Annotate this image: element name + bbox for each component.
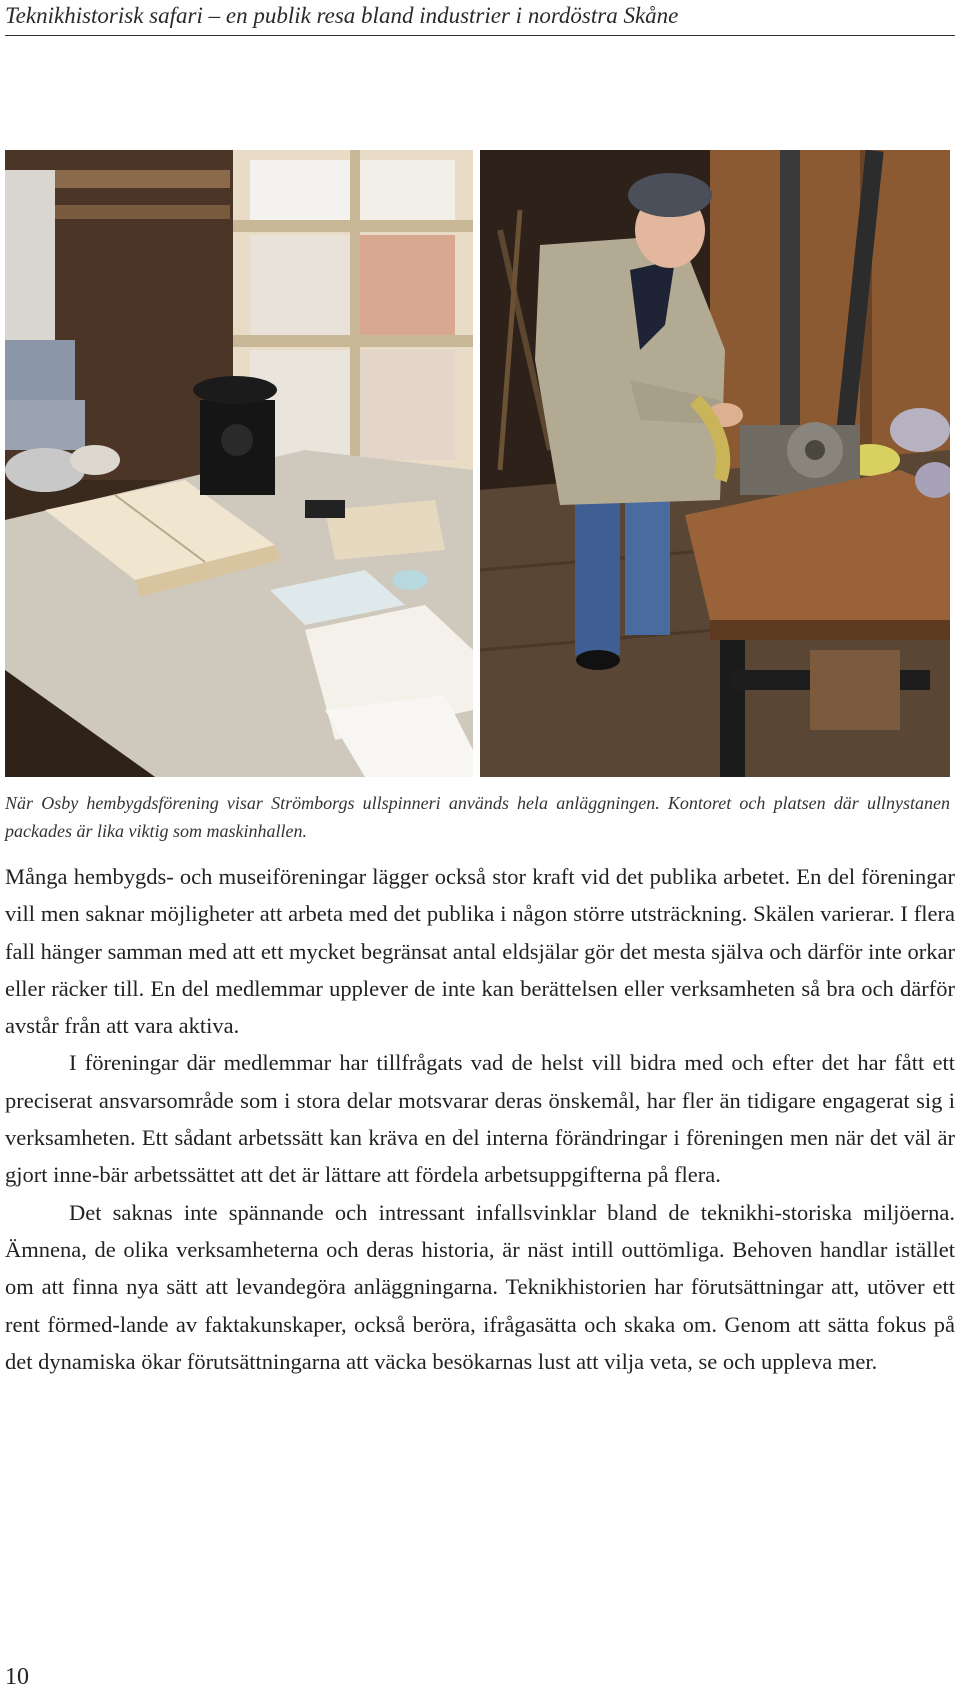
photo-office-desk-illustration bbox=[5, 150, 473, 777]
body-text bbox=[5, 858, 955, 1380]
photo-mill-worker bbox=[480, 150, 950, 777]
page-number: 10 bbox=[5, 1664, 29, 1690]
running-head: Teknikhistorisk safari – en publik resa bland industrier i nordöstra Skåne bbox=[5, 0, 955, 36]
body-paragraph: Det saknas inte spännande och intressant infallsvinklar bland de teknikhi-storiska miljöerna. Ämnena, de olika verksamheterna och deras historia, är näst intill outtömliga. Behoven handlar istället om att finna nya sätt att levandegöra anläggningarna. Teknikhistorien har förutsättningar att, utöver ett rent förmed-lande av faktakunskaper, också beröra, ifrågasätta och skaka om. Genom att sätta fokus på det dynamiska ökar förutsättningarna att väcka besökarnas lust att vilja veta, se och uppleva mer. bbox=[5, 1199, 955, 1374]
body-paragraph: Många hembygds- och museiföreningar lägger också stor kraft vid det publika arbetet. En del föreningar vill men saknar möjligheter att arbeta med det publika i någon större utsträckning. Skälen varierar. I flera fall hänger samman med att ett mycket begränsat antal eldsjälar gör det mesta själva och därför inte orkar eller räcker till. En del medlemmar upplever de inte kan berättelsen eller verksamheten så bra och därför avstår från att vara aktiva. bbox=[5, 864, 955, 1039]
photo-caption: När Osby hembygdsförening visar Strömborgs ullspinneri används hela anläggningen. Kontoret och platsen där ullnystanen packades är lika viktig som maskinhallen. bbox=[5, 793, 950, 841]
photo-office-desk bbox=[5, 150, 473, 777]
body-paragraph: I föreningar där medlemmar har tillfrågats vad de helst vill bidra med och efter det har fått ett preciserat ansvarsområde som i stora delar motsvarar deras önskemål, har fler än tidigare engagerat sig i verksamheten. Ett sådant arbetssätt kan kräva en del interna förändringar i föreningen men när det väl är gjort inne-bär arbetssättet att det är lättare att fördela arbetsuppgifterna på flera. bbox=[5, 1050, 955, 1188]
photo-mill-worker-illustration bbox=[480, 150, 950, 777]
